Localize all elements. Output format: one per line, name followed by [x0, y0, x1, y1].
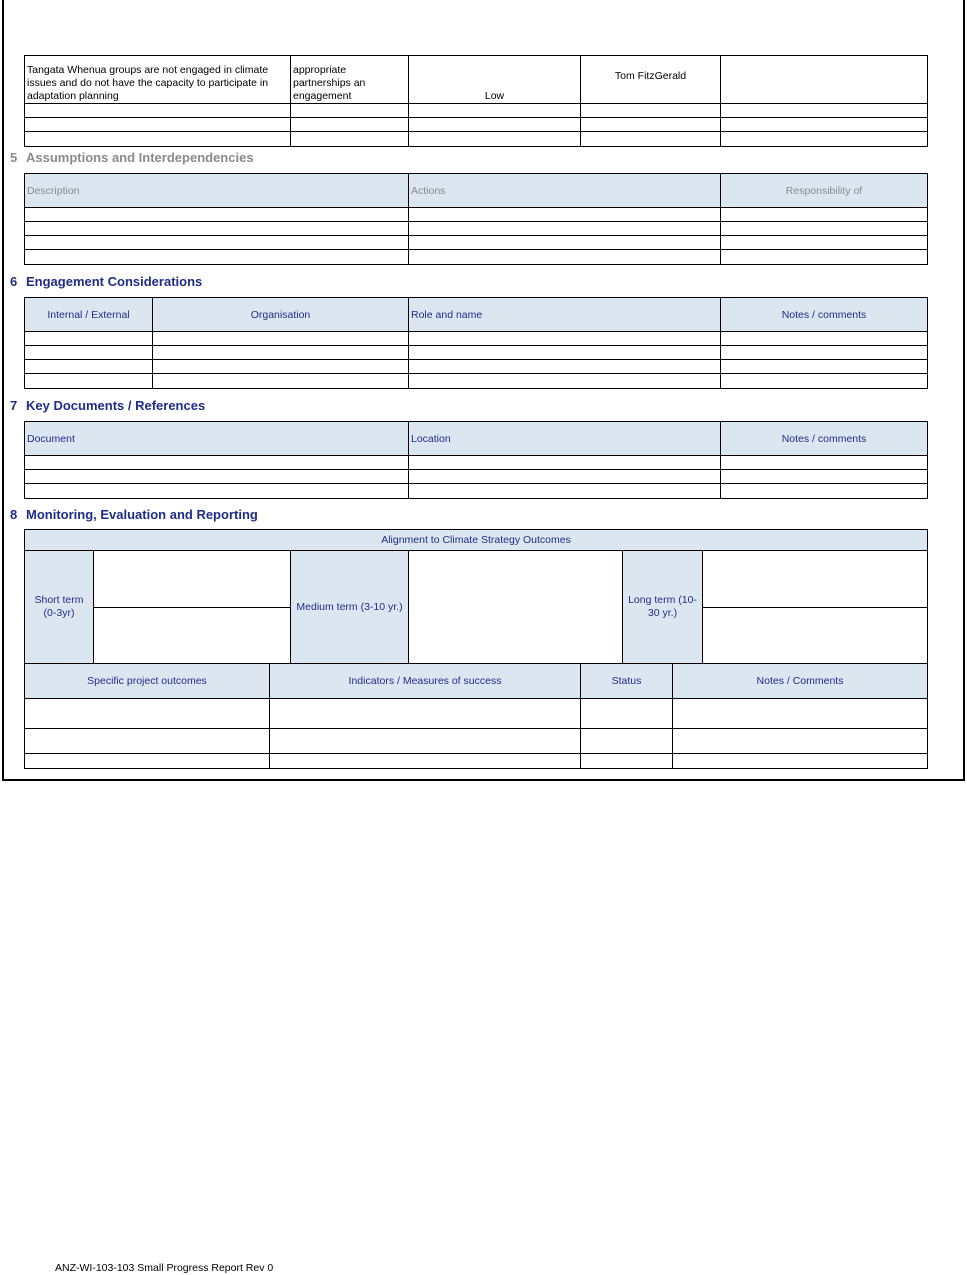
long-term-cell-2 [703, 608, 928, 664]
table-row [25, 551, 928, 608]
table-row [25, 699, 928, 729]
alignment-header: Alignment to Climate Strategy Outcomes [25, 530, 928, 551]
assumptions-table [24, 173, 928, 265]
short-term-cell-2 [94, 608, 291, 664]
section-5-heading: 5 Assumptions and Interdependencies [10, 150, 254, 165]
long-term-label: Long term (10-30 yr.) [623, 551, 703, 664]
risk-notes [721, 56, 928, 104]
header-actions: Actions [409, 174, 721, 208]
table-row [25, 729, 928, 754]
table-header-row [25, 530, 928, 551]
engagement-table [24, 297, 928, 389]
table-row [25, 346, 928, 360]
outcomes-table [24, 663, 928, 769]
risk-description: Tangata Whenua groups are not engaged in climate issues and do not have the capacity to participate in adaptation planning [25, 56, 291, 104]
header-status: Status [581, 664, 673, 699]
header-role-name: Role and name [409, 298, 721, 332]
long-term-cell-1 [703, 551, 928, 608]
document-footer: ANZ-WI-103-103 Small Progress Report Rev 0 [55, 1262, 274, 1274]
table-header-row [25, 298, 928, 332]
table-row [25, 754, 928, 769]
short-term-label: Short term (0-3yr) [25, 551, 94, 664]
section-6-heading: 6 Engagement Considerations [10, 274, 203, 289]
header-notes: Notes / comments [721, 298, 928, 332]
medium-term-label: Medium term (3-10 yr.) [291, 551, 409, 664]
table-header-row [25, 422, 928, 456]
risk-mitigation: appropriate partnerships an engagement [291, 56, 409, 104]
short-term-cell-1 [94, 551, 291, 608]
table-row [25, 104, 928, 118]
header-notes: Notes / comments [721, 422, 928, 456]
table-header-row [25, 664, 928, 699]
header-description: Description [25, 174, 409, 208]
risk-rating: Low [409, 56, 581, 104]
header-project-outcomes: Specific project outcomes [25, 664, 270, 699]
header-indicators: Indicators / Measures of success [270, 664, 581, 699]
header-organisation: Organisation [153, 298, 409, 332]
table-row [25, 374, 928, 389]
table-row [25, 250, 928, 265]
header-document: Document [25, 422, 409, 456]
header-notes-comments: Notes / Comments [673, 664, 928, 699]
section-8-heading: 8 Monitoring, Evaluation and Reporting [10, 507, 258, 522]
medium-term-cell [409, 551, 623, 664]
table-row [25, 456, 928, 470]
header-internal-external: Internal / External [25, 298, 153, 332]
table-row [25, 208, 928, 222]
table-row [25, 118, 928, 132]
table-header-row [25, 174, 928, 208]
table-row [25, 484, 928, 499]
documents-table [24, 421, 928, 499]
header-responsibility: Responsibility of [721, 174, 928, 208]
table-row [25, 332, 928, 346]
table-row [25, 222, 928, 236]
table-row [25, 56, 928, 104]
risk-owner: Tom FitzGerald [581, 56, 721, 104]
table-row [25, 236, 928, 250]
table-row [25, 132, 928, 147]
header-location: Location [409, 422, 721, 456]
table-row [25, 470, 928, 484]
table-row [25, 360, 928, 374]
risk-table [24, 55, 928, 147]
alignment-table [24, 529, 928, 664]
section-7-heading: 7 Key Documents / References [10, 398, 206, 413]
